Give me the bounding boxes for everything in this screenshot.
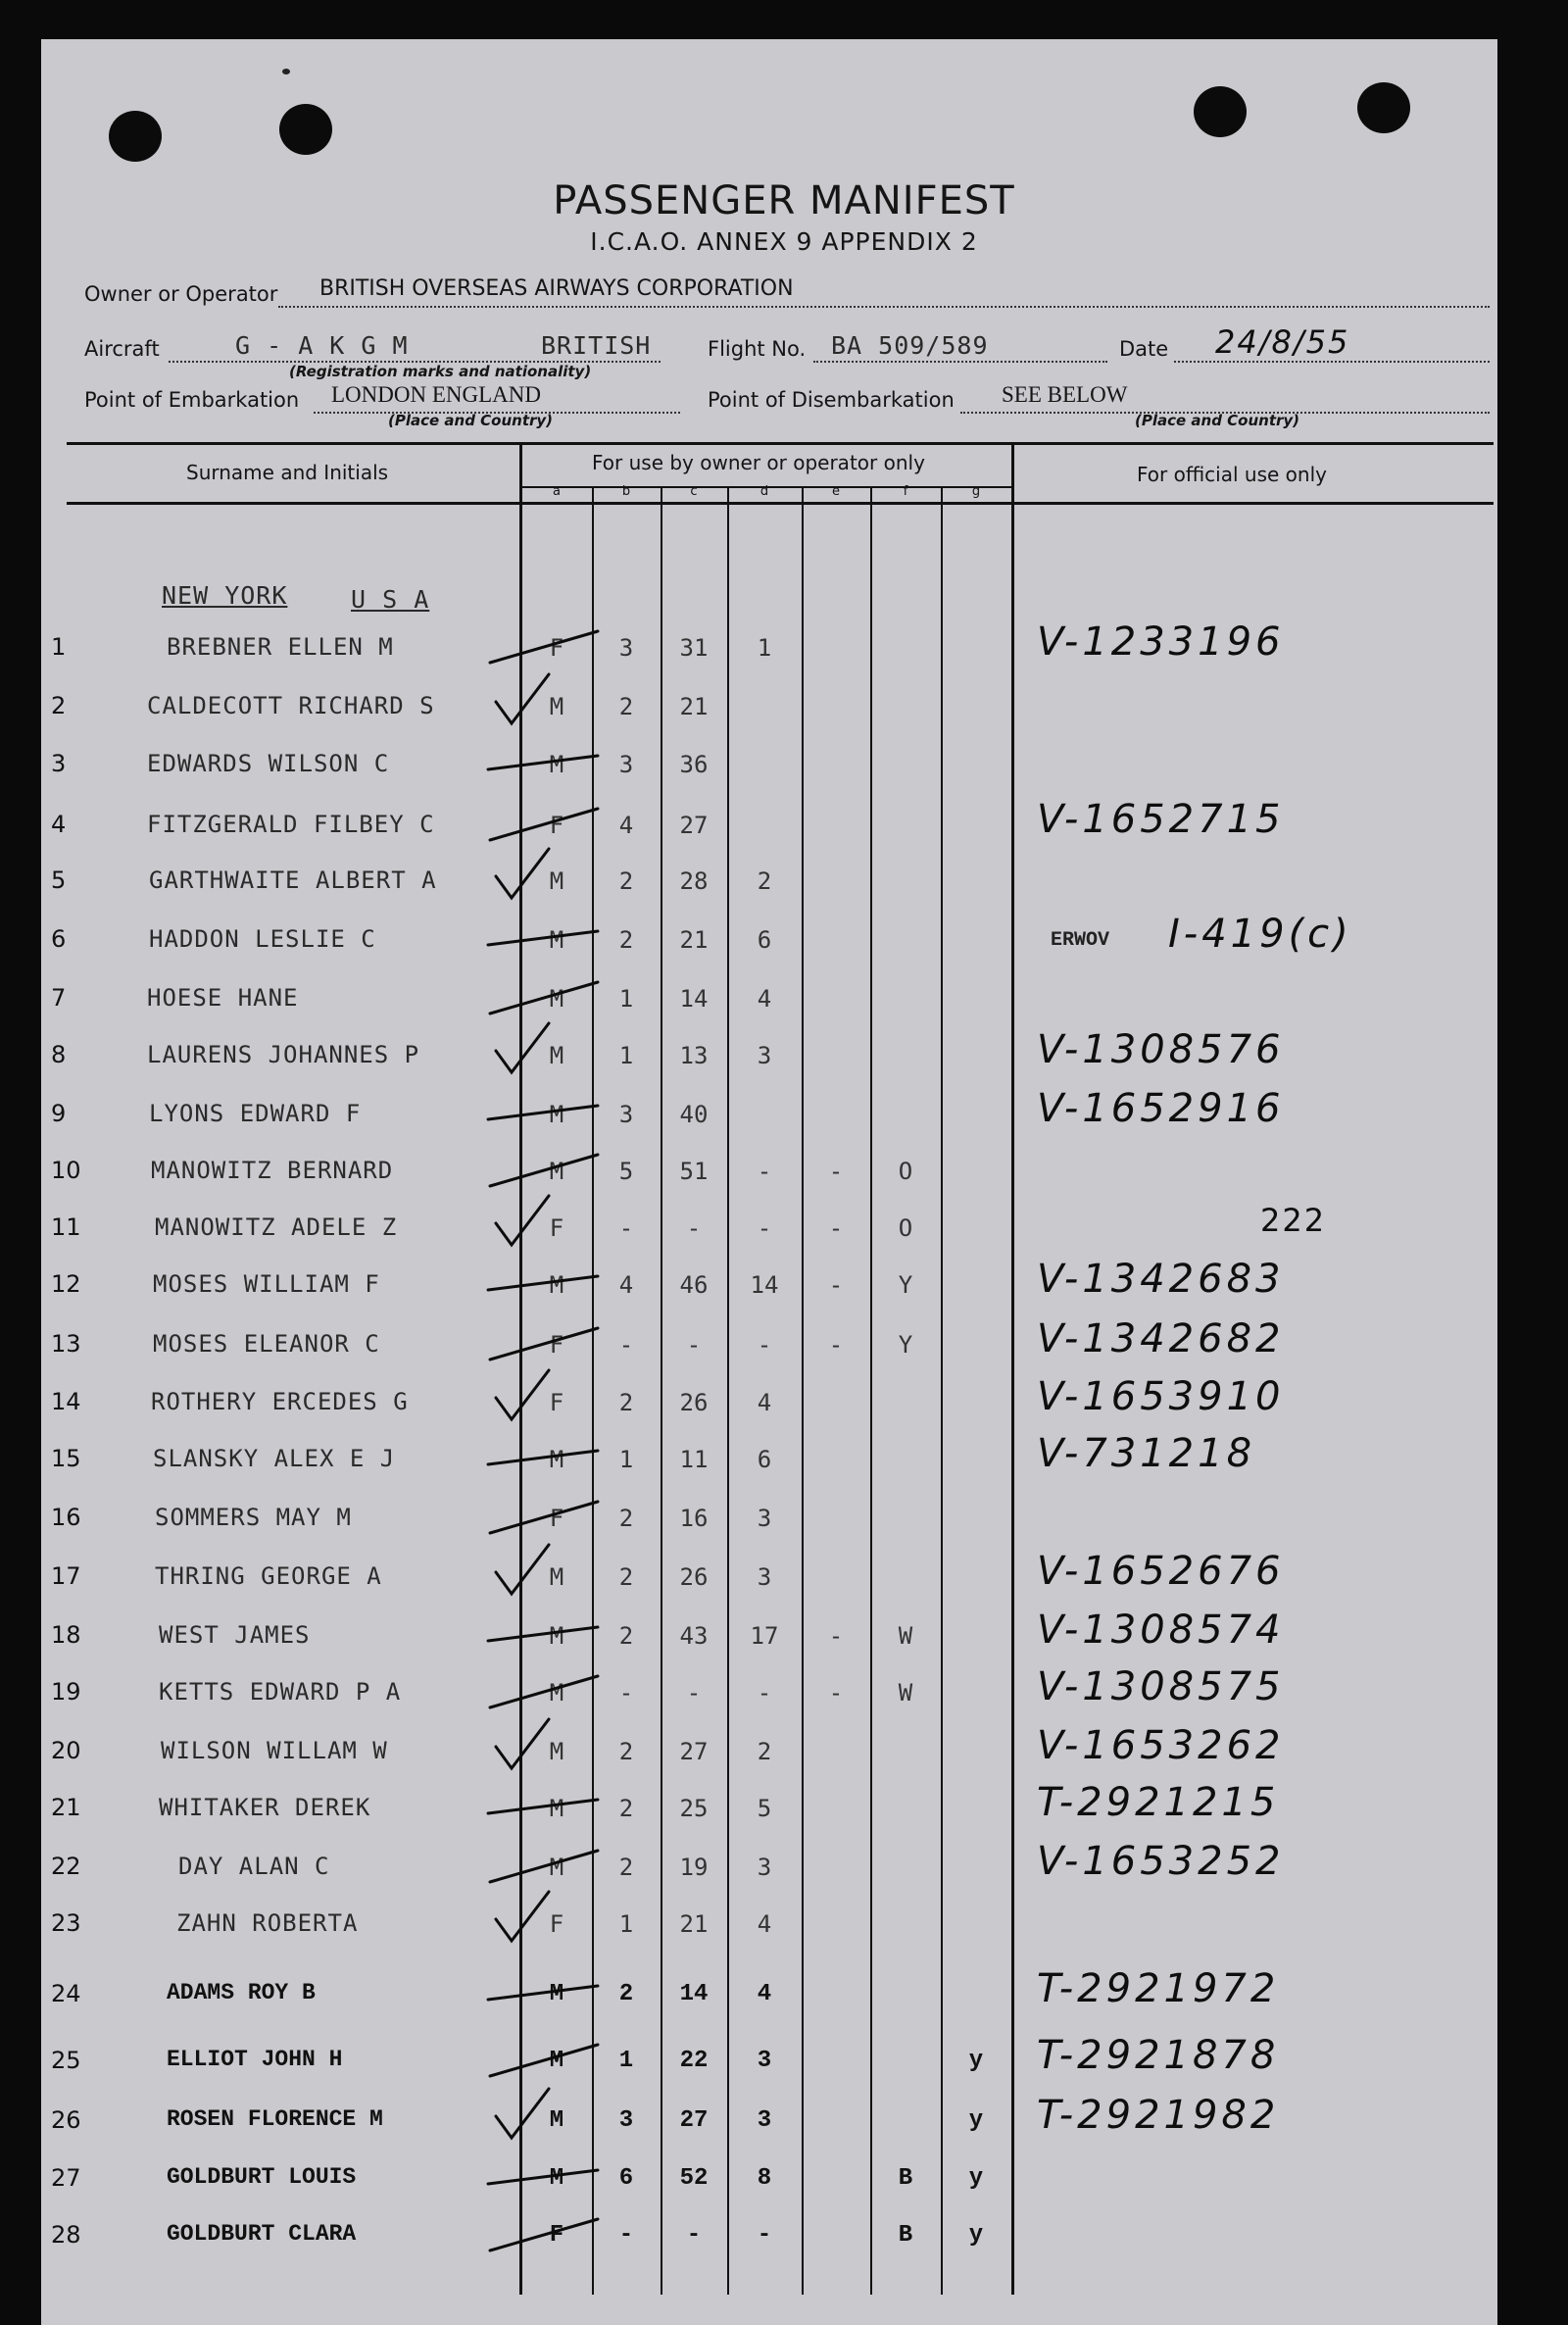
aircraft-label: Aircraft	[84, 337, 160, 361]
cell-b: 2	[618, 1795, 634, 1822]
embarkation-value: LONDON ENGLAND	[331, 382, 541, 407]
official-visa-number: V-1308576	[1037, 1027, 1285, 1072]
row-number: 17	[51, 1562, 81, 1590]
cell-d: 4	[757, 1910, 772, 1938]
passenger-name: ELLIOT JOHN H	[167, 2047, 343, 2072]
passenger-name: WEST JAMES	[159, 1621, 311, 1649]
cell-b: -	[618, 1331, 634, 1359]
cell-a: F	[549, 1910, 564, 1938]
cell-c: 28	[679, 867, 709, 895]
cell-e: -	[828, 1331, 844, 1359]
cell-c: 27	[679, 2107, 709, 2134]
cell-d: 3	[757, 1505, 772, 1532]
cell-b: -	[618, 2222, 634, 2249]
cell-d: -	[757, 2222, 772, 2249]
row-number: 1	[51, 633, 67, 661]
cell-a: M	[549, 1271, 564, 1299]
cell-b: 1	[618, 1042, 634, 1069]
embarkation-caption: (Place and Country)	[388, 412, 554, 429]
cell-c: 27	[679, 812, 709, 839]
row-number: 5	[51, 866, 67, 894]
cell-d: -	[757, 1158, 772, 1185]
check-mark	[490, 631, 598, 663]
cell-d: 8	[757, 2165, 772, 2192]
cell-a: M	[549, 1738, 564, 1765]
cell-d: 1	[757, 634, 772, 662]
row-number: 25	[51, 2047, 81, 2074]
check-mark	[490, 809, 598, 840]
cell-c: -	[686, 1679, 702, 1707]
cell-b: 2	[618, 867, 634, 895]
cell-b: 3	[618, 2107, 634, 2134]
subcol-letter-b: b	[621, 484, 631, 499]
flight-number: BA 509/589	[831, 331, 989, 360]
check-mark	[490, 1851, 598, 1882]
cell-d: 17	[750, 1622, 779, 1650]
cell-a: M	[549, 926, 564, 954]
passenger-name: WHITAKER DEREK	[159, 1794, 371, 1821]
cell-d: 3	[757, 1042, 772, 1069]
cell-a: M	[549, 693, 564, 720]
row-number: 23	[51, 1909, 81, 1937]
cell-a: F	[549, 634, 564, 662]
official-visa-number: V-1308574	[1037, 1608, 1285, 1653]
passenger-name: EDWARDS WILSON C	[147, 750, 390, 777]
check-mark	[488, 2170, 598, 2184]
cell-b: 4	[618, 1271, 634, 1299]
row-number: 11	[51, 1213, 81, 1241]
cell-f: O	[898, 1214, 913, 1242]
cell-b: -	[618, 1679, 634, 1707]
check-mark	[488, 931, 598, 945]
col-official-header: For official use only	[1137, 463, 1327, 486]
cell-a: F	[549, 1505, 564, 1532]
cell-a: M	[549, 1622, 564, 1650]
cell-b: 1	[618, 1446, 634, 1473]
cell-g: y	[968, 2048, 984, 2074]
row-number: 20	[51, 1737, 81, 1764]
flight-label: Flight No.	[708, 337, 807, 361]
cell-a: M	[549, 1042, 564, 1069]
row-number: 7	[51, 984, 67, 1012]
row-number: 24	[51, 1980, 81, 2007]
cell-c: -	[686, 2222, 702, 2249]
cell-d: -	[757, 1214, 772, 1242]
cell-e: -	[828, 1214, 844, 1242]
check-mark	[496, 1023, 549, 1072]
check-mark	[490, 1155, 598, 1186]
official-visa-number: T-2921972	[1037, 1966, 1280, 2011]
col-owner-header: For use by owner or operator only	[592, 451, 925, 474]
passenger-name: DAY ALAN C	[178, 1853, 330, 1880]
official-visa-number: V-1342682	[1037, 1316, 1285, 1361]
check-mark	[488, 1106, 598, 1119]
passenger-name: MOSES ELEANOR C	[153, 1330, 380, 1358]
passenger-name: MOSES WILLIAM F	[153, 1270, 380, 1298]
cell-c: 14	[679, 1981, 709, 2007]
cell-f: O	[898, 1158, 913, 1185]
passenger-name: MANOWITZ BERNARD	[151, 1157, 394, 1184]
passenger-name: SOMMERS MAY M	[155, 1504, 352, 1531]
cell-c: 36	[679, 751, 709, 778]
passenger-name: HOESE HANE	[147, 984, 299, 1012]
cell-d: 3	[757, 2107, 772, 2134]
cell-a: F	[549, 1214, 564, 1242]
official-visa-number: T-2921215	[1037, 1780, 1280, 1825]
cell-b: 2	[618, 926, 634, 954]
check-mark	[488, 756, 598, 769]
cell-c: -	[686, 1331, 702, 1359]
row-number: 8	[51, 1041, 67, 1068]
passenger-name: SLANSKY ALEX E J	[153, 1445, 396, 1472]
cell-f: W	[898, 1622, 913, 1650]
cell-e: -	[828, 1158, 844, 1185]
cell-c: 13	[679, 1042, 709, 1069]
official-visa-number: V-1652715	[1037, 797, 1285, 842]
cell-a: F	[549, 812, 564, 839]
section-country: U S A	[351, 585, 430, 614]
cell-a: M	[549, 1679, 564, 1707]
check-mark	[490, 1328, 598, 1360]
embarkation-label: Point of Embarkation	[84, 388, 300, 412]
cell-g: y	[968, 2165, 984, 2192]
date-value: 24/8/55	[1215, 323, 1350, 361]
cell-d: 3	[757, 1854, 772, 1881]
cell-a: M	[549, 751, 564, 778]
subcol-letter-a: a	[553, 484, 561, 499]
check-mark	[490, 982, 598, 1014]
cell-b: 2	[618, 1563, 634, 1591]
cell-b: 2	[618, 1505, 634, 1532]
section-destination: NEW YORK	[162, 581, 288, 610]
official-visa-number: V-731218	[1037, 1431, 1256, 1476]
passenger-name: ADAMS ROY B	[167, 1980, 316, 2005]
check-mark	[490, 2219, 598, 2251]
row-number: 21	[51, 1794, 81, 1821]
cell-c: -	[686, 1214, 702, 1242]
cell-b: 3	[618, 751, 634, 778]
cell-d: 4	[757, 1389, 772, 1416]
col-name-header: Surname and Initials	[186, 461, 389, 484]
cell-c: 26	[679, 1389, 709, 1416]
cell-d: 2	[757, 867, 772, 895]
cell-c: 22	[679, 2048, 709, 2074]
cell-b: 2	[618, 1738, 634, 1765]
cell-g: y	[968, 2222, 984, 2249]
cell-b: 6	[618, 2165, 634, 2192]
check-mark	[488, 1276, 598, 1290]
cell-a: M	[549, 1158, 564, 1185]
subcol-letter-g: g	[971, 484, 981, 499]
row-number: 9	[51, 1100, 67, 1127]
cell-a: F	[549, 1389, 564, 1416]
disembarkation-caption: (Place and Country)	[1135, 412, 1300, 429]
owner-value: BRITISH OVERSEAS AIRWAYS CORPORATION	[319, 276, 794, 301]
cell-b: 2	[618, 1622, 634, 1650]
row-number: 10	[51, 1157, 81, 1184]
aircraft-nationality: BRITISH	[541, 331, 652, 360]
passenger-name: ROSEN FLORENCE M	[167, 2106, 383, 2132]
cell-d: 6	[757, 1446, 772, 1473]
cell-a: M	[549, 1563, 564, 1591]
check-mark	[496, 1370, 549, 1419]
passenger-name: HADDON LESLIE C	[149, 925, 376, 953]
cell-c: 16	[679, 1505, 709, 1532]
row-number: 6	[51, 925, 67, 953]
owner-label: Owner or Operator	[84, 282, 278, 306]
check-mark	[496, 1545, 549, 1594]
cell-f: B	[898, 2222, 913, 2249]
cell-a: M	[549, 1446, 564, 1473]
cell-c: 21	[679, 926, 709, 954]
subcol-letter-c: c	[690, 484, 698, 499]
cell-a: M	[549, 1101, 564, 1128]
cell-d: -	[757, 1331, 772, 1359]
passenger-name: LYONS EDWARD F	[149, 1100, 362, 1127]
official-visa-number: 222	[1260, 1202, 1327, 1239]
check-mark	[488, 1627, 598, 1641]
cell-d: 5	[757, 1795, 772, 1822]
official-visa-number: V-1653910	[1037, 1374, 1285, 1419]
check-mark	[496, 674, 549, 723]
cell-g: y	[968, 2107, 984, 2134]
check-mark	[490, 2045, 598, 2076]
check-mark	[488, 1986, 598, 2000]
cell-b: 3	[618, 634, 634, 662]
row-number: 3	[51, 750, 67, 777]
passenger-name: THRING GEORGE A	[155, 1562, 382, 1590]
official-visa-number: V-1653262	[1037, 1723, 1285, 1768]
cell-a: F	[549, 2222, 564, 2249]
cell-c: 14	[679, 985, 709, 1013]
cell-c: 46	[679, 1271, 709, 1299]
official-visa-number: V-1233196	[1037, 619, 1285, 665]
check-mark	[490, 1676, 598, 1707]
aircraft-registration: G - A K G M	[235, 331, 409, 360]
cell-c: 51	[679, 1158, 709, 1185]
official-visa-number: I-419(c)	[1168, 912, 1352, 957]
cell-e: -	[828, 1679, 844, 1707]
registration-caption: (Registration marks and nationality)	[289, 363, 592, 380]
cell-f: Y	[898, 1271, 913, 1299]
passenger-name: BREBNER ELLEN M	[167, 633, 394, 661]
disembarkation-value: SEE BELOW	[1002, 382, 1128, 407]
cell-c: 31	[679, 634, 709, 662]
passenger-name: CALDECOTT RICHARD S	[147, 692, 435, 719]
cell-d: -	[757, 1679, 772, 1707]
passenger-name: ZAHN ROBERTA	[176, 1909, 359, 1937]
cell-c: 40	[679, 1101, 709, 1128]
row-number: 14	[51, 1388, 81, 1415]
cell-b: 1	[618, 1910, 634, 1938]
passenger-name: WILSON WILLAM W	[161, 1737, 388, 1764]
page-subtitle: I.C.A.O. ANNEX 9 APPENDIX 2	[590, 227, 978, 256]
passenger-name: KETTS EDWARD P A	[159, 1678, 402, 1706]
row-number: 19	[51, 1678, 81, 1706]
official-visa-number: V-1653252	[1037, 1839, 1285, 1884]
cell-f: Y	[898, 1331, 913, 1359]
cell-c: 27	[679, 1738, 709, 1765]
cell-c: 21	[679, 693, 709, 720]
check-mark	[496, 1719, 549, 1768]
cell-d: 6	[757, 926, 772, 954]
official-visa-number: V-1308575	[1037, 1664, 1285, 1709]
cell-b: 1	[618, 985, 634, 1013]
subcol-letter-f: f	[903, 484, 908, 499]
cell-f: W	[898, 1679, 913, 1707]
check-mark	[496, 1196, 549, 1245]
cell-c: 21	[679, 1910, 709, 1938]
cell-c: 25	[679, 1795, 709, 1822]
cell-d: 3	[757, 1563, 772, 1591]
cell-d: 4	[757, 1981, 772, 2007]
row-number: 2	[51, 692, 67, 719]
official-visa-number: V-1652916	[1037, 1086, 1285, 1131]
passenger-name: LAURENS JOHANNES P	[147, 1041, 420, 1068]
cell-e: -	[828, 1622, 844, 1650]
passenger-name: GARTHWAITE ALBERT A	[149, 866, 437, 894]
row-number: 15	[51, 1445, 81, 1472]
cell-b: 1	[618, 2048, 634, 2074]
subcol-letter-e: e	[832, 484, 840, 499]
cell-b: 3	[618, 1101, 634, 1128]
check-mark	[490, 1502, 598, 1533]
passenger-name: ROTHERY ERCEDES G	[151, 1388, 409, 1415]
cell-a: M	[549, 1795, 564, 1822]
cell-b: 4	[618, 812, 634, 839]
row-number: 16	[51, 1504, 81, 1531]
official-stamp-prefix: ERWOV	[1051, 929, 1110, 952]
official-visa-number: T-2921878	[1037, 2033, 1280, 2078]
row-number: 22	[51, 1853, 81, 1880]
check-mark	[496, 2089, 549, 2138]
check-mark	[496, 849, 549, 898]
cell-b: 2	[618, 1854, 634, 1881]
passenger-name: GOLDBURT CLARA	[167, 2221, 357, 2247]
row-number: 18	[51, 1621, 81, 1649]
cell-d: 2	[757, 1738, 772, 1765]
row-number: 27	[51, 2164, 81, 2192]
cell-f: B	[898, 2165, 913, 2192]
check-mark	[496, 1892, 549, 1941]
row-number: 12	[51, 1270, 81, 1298]
cell-a: M	[549, 1981, 564, 2007]
cell-d: 3	[757, 2048, 772, 2074]
page-title: PASSENGER MANIFEST	[553, 178, 1015, 223]
cell-a: M	[549, 867, 564, 895]
passenger-name: GOLDBURT LOUIS	[167, 2164, 357, 2190]
date-label: Date	[1119, 337, 1169, 361]
official-visa-number: T-2921982	[1037, 2093, 1280, 2138]
cell-b: 2	[618, 1981, 634, 2007]
cell-a: F	[549, 1331, 564, 1359]
subcol-letter-d: d	[760, 484, 769, 499]
official-visa-number: V-1652676	[1037, 1549, 1285, 1594]
check-mark	[488, 1800, 598, 1813]
cell-b: 2	[618, 1389, 634, 1416]
cell-c: 26	[679, 1563, 709, 1591]
passenger-name: FITZGERALD FILBEY C	[147, 811, 435, 838]
cell-b: 2	[618, 693, 634, 720]
cell-e: -	[828, 1271, 844, 1299]
cell-b: -	[618, 1214, 634, 1242]
cell-d: 4	[757, 985, 772, 1013]
passenger-name: MANOWITZ ADELE Z	[155, 1213, 398, 1241]
cell-c: 19	[679, 1854, 709, 1881]
cell-b: 5	[618, 1158, 634, 1185]
row-number: 13	[51, 1330, 81, 1358]
row-number: 28	[51, 2221, 81, 2249]
row-number: 26	[51, 2106, 81, 2134]
cell-a: M	[549, 2107, 564, 2134]
row-number: 4	[51, 811, 67, 838]
cell-c: 52	[679, 2165, 709, 2192]
cell-a: M	[549, 1854, 564, 1881]
cell-c: 43	[679, 1622, 709, 1650]
cell-a: M	[549, 985, 564, 1013]
cell-a: M	[549, 2048, 564, 2074]
cell-c: 11	[679, 1446, 709, 1473]
official-visa-number: V-1342683	[1037, 1257, 1285, 1302]
cell-a: M	[549, 2165, 564, 2192]
check-mark	[488, 1451, 598, 1464]
cell-d: 14	[750, 1271, 779, 1299]
disembarkation-label: Point of Disembarkation	[708, 388, 955, 412]
